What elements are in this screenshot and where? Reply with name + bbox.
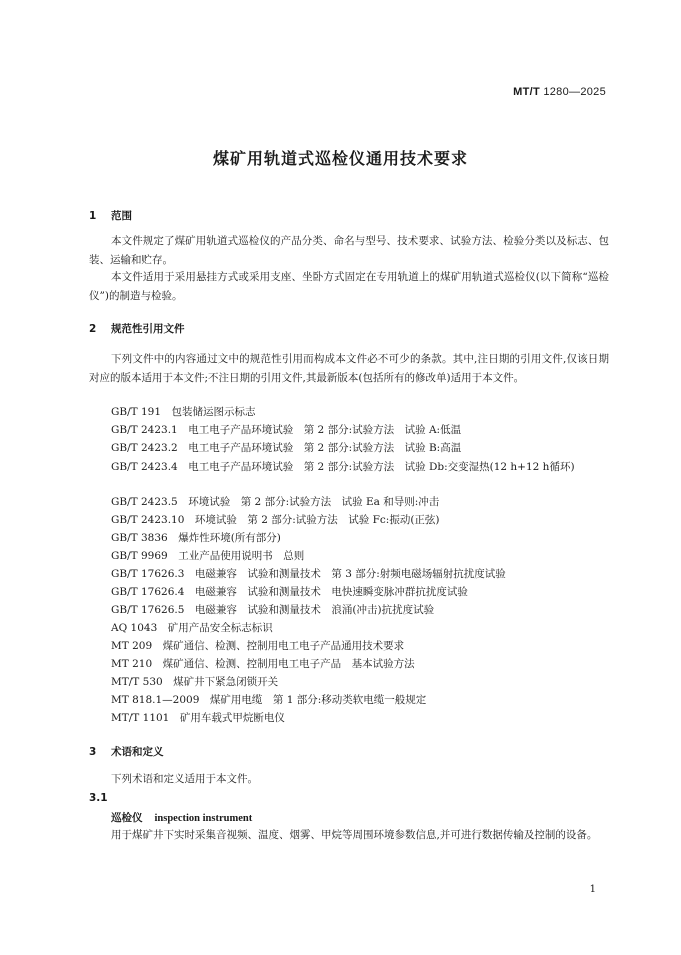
reference-item: GB/T 191 包装储运图示标志 — [111, 406, 256, 418]
reference-item: GB/T 17626.5 电磁兼容 试验和测量技术 浪涌(冲击)抗扰度试验 — [111, 604, 435, 616]
reference-item: GB/T 2423.4 电工电子产品环境试验 第 2 部分:试验方法 试验 Db:交变湿热(12 h+12 h循环) — [111, 461, 575, 473]
reference-item: MT 209 煤矿通信、检测、控制用电工电子产品通用技术要求 — [111, 640, 405, 652]
reference-item: AQ 1043 矿用产品安全标志标识 — [111, 622, 273, 634]
document-code: MT/T 1280—2025 — [513, 86, 606, 98]
clause-number: 3.1 — [89, 792, 108, 804]
section-1-paragraph-2: 本文件适用于采用悬挂方式或采用支座、坐卧方式固定在专用轨道上的煤矿用轨道式巡检仪(以下简称“巡检仪”)的制造与检验。 — [89, 271, 609, 302]
term-chinese: 巡检仪 — [111, 812, 143, 824]
term-heading — [111, 810, 252, 825]
document-title: 煤矿用轨道式巡检仪通用技术要求 — [212, 149, 468, 168]
reference-item: GB/T 17626.3 电磁兼容 试验和测量技术 第 3 部分:射频电磁场辐射抗扰度试验 — [111, 568, 506, 580]
section-2-heading: 2 规范性引用文件 — [89, 323, 185, 335]
reference-item: GB/T 9969 工业产品使用说明书 总则 — [111, 550, 305, 562]
reference-item: GB/T 2423.1 电工电子产品环境试验 第 2 部分:试验方法 试验 A:低温 — [111, 424, 462, 436]
section-3-heading: 3 术语和定义 — [89, 746, 164, 758]
term-definition: 用于煤矿井下实时采集音视频、温度、烟雾、甲烷等周围环境参数信息,并可进行数据传输及控制的设备。 — [111, 829, 598, 841]
reference-item: MT/T 530 煤矿井下紧急闭锁开关 — [111, 676, 279, 688]
page-number: 1 — [589, 884, 596, 895]
reference-item: MT/T 1101 矿用车载式甲烷断电仪 — [111, 712, 285, 724]
reference-item: MT 818.1—2009 煤矿用电缆 第 1 部分:移动类软电缆一般规定 — [111, 694, 427, 706]
reference-item: GB/T 2423.5 环境试验 第 2 部分:试验方法 试验 Ea 和导则:冲击 — [111, 496, 440, 508]
reference-item: GB/T 3836 爆炸性环境(所有部分) — [111, 532, 281, 544]
section-3-intro: 下列术语和定义适用于本文件。 — [111, 773, 258, 785]
reference-item: GB/T 17626.4 电磁兼容 试验和测量技术 电快速瞬变脉冲群抗扰度试验 — [111, 586, 468, 598]
reference-item: GB/T 2423.2 电工电子产品环境试验 第 2 部分:试验方法 试验 B:高温 — [111, 442, 462, 454]
section-1-heading: 1 范围 — [89, 210, 132, 222]
section-2-intro: 下列文件中的内容通过文中的规范性引用而构成本文件必不可少的条款。其中,注日期的引用文件,仅该日期对应的版本适用于本文件;不注日期的引用文件,其最新版本(包括所有的修改单)适用于本文件。 — [89, 353, 609, 384]
reference-item: GB/T 2423.10 环境试验 第 2 部分:试验方法 试验 Fc:振动(正弦) — [111, 514, 440, 526]
term-english: inspection instrument — [154, 813, 253, 824]
reference-item: MT 210 煤矿通信、检测、控制用电工电子产品 基本试验方法 — [111, 658, 415, 670]
section-1-paragraph-1: 本文件规定了煤矿用轨道式巡检仪的产品分类、命名与型号、技术要求、试验方法、检验分类以及标志、包装、运输和贮存。 — [89, 235, 609, 266]
